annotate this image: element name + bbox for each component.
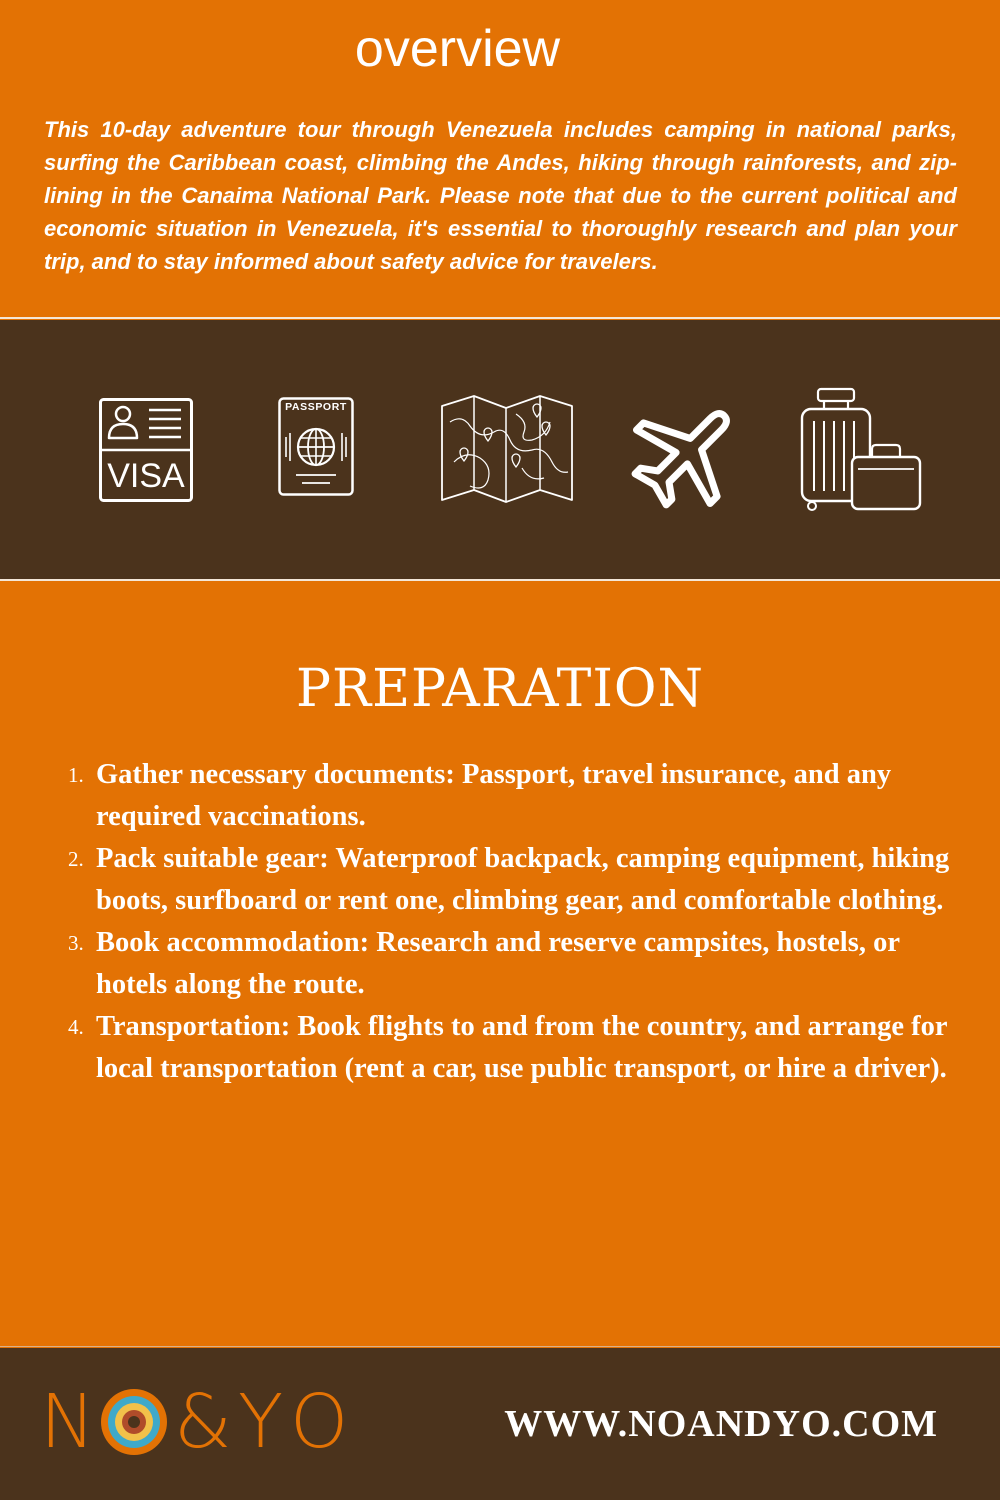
preparation-section <box>0 582 1000 1346</box>
website-link[interactable]: WWW.NOANDYO.COM <box>504 1403 938 1445</box>
list-item-number: 1. <box>68 763 84 787</box>
logo-letter-n: N <box>40 1379 96 1465</box>
list-item-number: 4. <box>68 1015 84 1039</box>
list-item <box>68 754 966 838</box>
visa-icon <box>99 398 193 502</box>
luggage-icon <box>800 387 922 513</box>
logo-ampersand: & <box>174 1379 232 1465</box>
preparation-title: PREPARATION <box>295 659 705 719</box>
list-item-text: Pack suitable gear: Waterproof backpack, camping equipment, hiking boots, surfboard or rent one, climbing gear, and comfortable clothing. <box>96 843 950 916</box>
overview-title: overview <box>354 20 561 78</box>
list-item <box>68 838 966 922</box>
footer-divider <box>0 1346 1000 1347</box>
list-item-number: 3. <box>68 931 84 955</box>
logo-letter-y: Y <box>238 1379 284 1465</box>
overview-text: This 10-day adventure tour through Venezuela includes camping in national parks, surfing the Caribbean coast, climbing the Andes, hiking through rainforests, and zip-lining in the Canaima National Park. Please note that due to the current political and economic situation in Venezuela, it's essential to thoroughly research and plan your trip, and to stay informed about safety advice for travelers. <box>44 117 957 274</box>
middle-divider <box>0 579 1000 581</box>
top-divider <box>0 317 1000 319</box>
passport-icon <box>278 397 354 496</box>
airplane-icon <box>628 396 744 512</box>
visa-label: VISA <box>107 457 185 495</box>
list-item <box>68 1006 966 1090</box>
logo[interactable] <box>40 1379 360 1465</box>
logo-o-rings-icon <box>98 1386 170 1458</box>
passport-label: PASSPORT <box>285 401 347 413</box>
icon-band <box>0 320 1000 579</box>
list-item <box>68 922 966 1006</box>
list-item-text: Gather necessary documents: Passport, travel insurance, and any required vaccinations. <box>96 759 892 832</box>
overview-section <box>0 0 1000 318</box>
logo-letter-o: O <box>290 1379 349 1465</box>
list-item-number: 2. <box>68 847 84 871</box>
preparation-list <box>68 754 966 1090</box>
list-item-text: Book accommodation: Research and reserve campsites, hostels, or hotels along the route. <box>96 927 900 1000</box>
list-item-text: Transportation: Book flights to and from the country, and arrange for local transportation (rent a car, use public transport, or hire a driver). <box>96 1011 948 1084</box>
footer <box>0 1348 1000 1500</box>
map-icon <box>440 392 574 504</box>
